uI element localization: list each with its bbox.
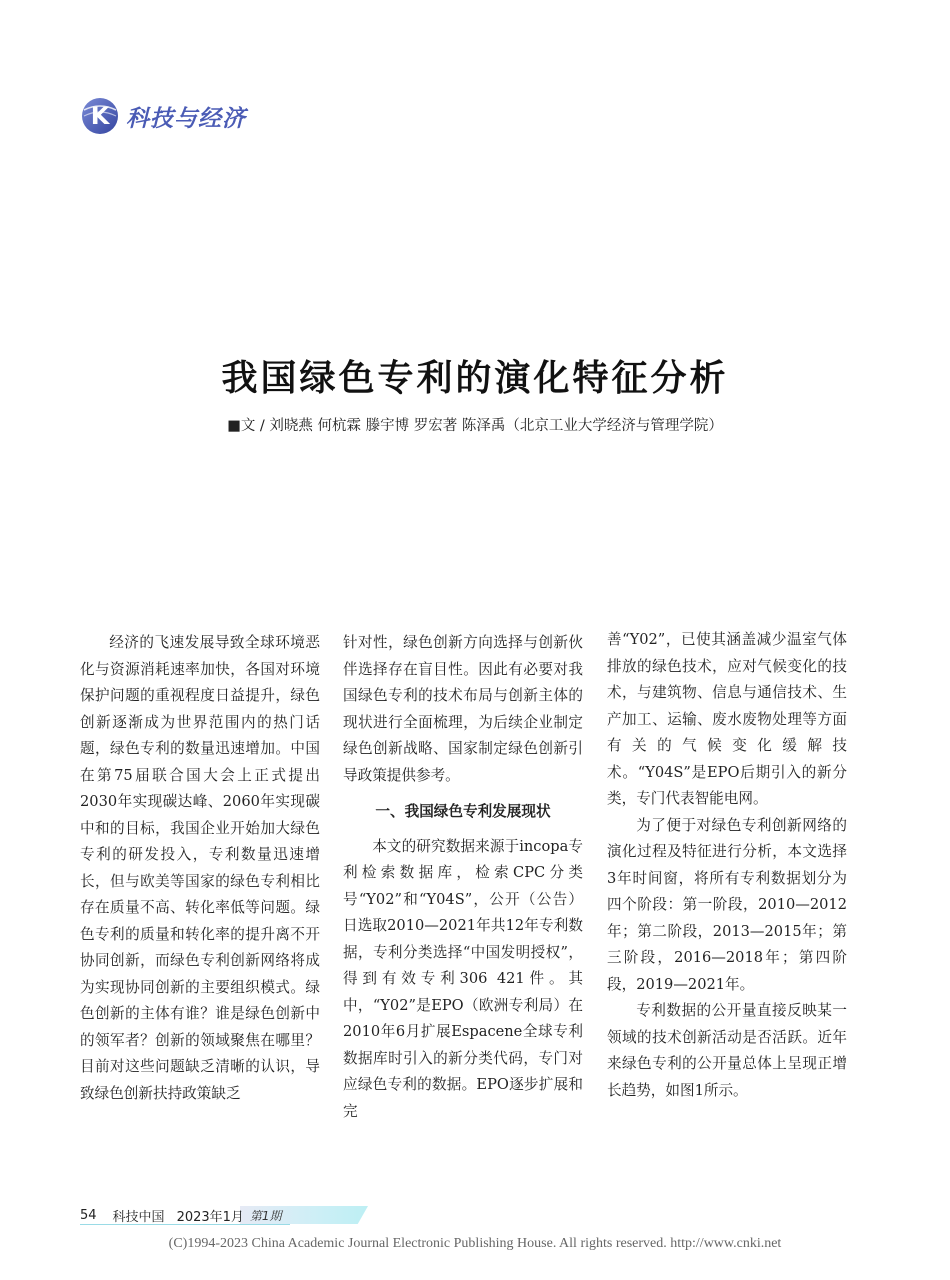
section-heading: 一、我国绿色专利发展现状: [375, 803, 551, 820]
paragraph: 本文的研究数据来源于incopa专利检索数据库，检索CPC分类号“Y02”和“Y04S”，公开（公告）日选取2010—2021年共12年专利数据，专利分类选择“中国发明授权”，得到有效专利306 421件。其中，“Y02”是EPO（欧洲专利局）在2010年6月扩展Espacene全球专利数据库时引入的新分类代码，专门对应绿色专利的数据。EPO逐步扩展和完: [343, 837, 583, 1120]
column-3: [607, 627, 847, 1104]
paragraph: 针对性，绿色创新方向选择与创新伙伴选择存在盲目性。因此有必要对我国绿色专利的技术布局与创新主体的现状进行全面梳理，为后续企业制定绿色创新战略、国家制定绿色创新引导政策提供参考。: [343, 634, 583, 784]
issue-date: 2023年1月: [176, 1209, 244, 1225]
article-byline: ■文 / 刘晓燕 何杭霖 滕宇博 罗宏著 陈泽禹（北京工业大学经济与管理学院）: [227, 418, 723, 434]
article-title: 我国绿色专利的演化特征分析: [221, 358, 729, 399]
journal-name: 科技中国: [112, 1209, 165, 1225]
copyright-notice: (C)1994-2023 China Academic Journal Electronic Publishing House. All rights reserved. http://www.cnki.net: [168, 1236, 782, 1251]
page-number: 54: [80, 1207, 97, 1223]
logo-text: 科技与经济: [126, 105, 246, 132]
k-logo-icon: [80, 96, 120, 136]
paragraph: 经济的飞速发展导致全球环境恶化与资源消耗速率加快，各国对环境保护问题的重视程度日益提升，绿色创新逐渐成为世界范围内的热门话题，绿色专利的数量迅速增加。中国在第75届联合国大会上正式提出2030年实现碳达峰、2060年实现碳中和的目标，我国企业开始加大绿色专利的研发投入，专利数量迅速增长，但与欧美等国家的绿色专利相比存在质量不高、转化率低等问题。绿色专利的质量和转化率的提升离不开协同创新，而绿色专利创新网络将成为实现协同创新的主要组织模式。绿色创新的主体有谁？谁是绿色创新中的领军者？创新的领域聚焦在哪里？目前对这些问题缺乏清晰的认识，导致绿色创新扶持政策缺乏: [80, 634, 320, 1102]
issue-number: 第1期: [249, 1208, 282, 1223]
column-2: [343, 630, 583, 1125]
footer-divider: [80, 1224, 290, 1225]
journal-logo: [80, 96, 246, 136]
page-footer: [80, 1206, 282, 1224]
column-1: [80, 630, 320, 1107]
paragraph: 善“Y02”，已使其涵盖减少温室气体排放的绿色技术，应对气候变化的技术，与建筑物、信息与通信技术、生产加工、运输、废水废物处理等方面有关的气候变化缓解技术。“Y04S”是EPO后期引入的新分类，专门代表智能电网。: [607, 631, 847, 807]
paragraph: 为了便于对绿色专利创新网络的演化过程及特征进行分析，本文选择3年时间窗，将所有专利数据划分为四个阶段：第一阶段，2010—2012年；第二阶段，2013—2015年；第三阶段，2016—2018年；第四阶段，2019—2021年。: [607, 816, 847, 993]
svg-text:K: K: [90, 102, 110, 130]
paragraph: 专利数据的公开量直接反映某一领域的技术创新活动是否活跃。近年来绿色专利的公开量总体上呈现正增长趋势，如图1所示。: [607, 1002, 847, 1099]
